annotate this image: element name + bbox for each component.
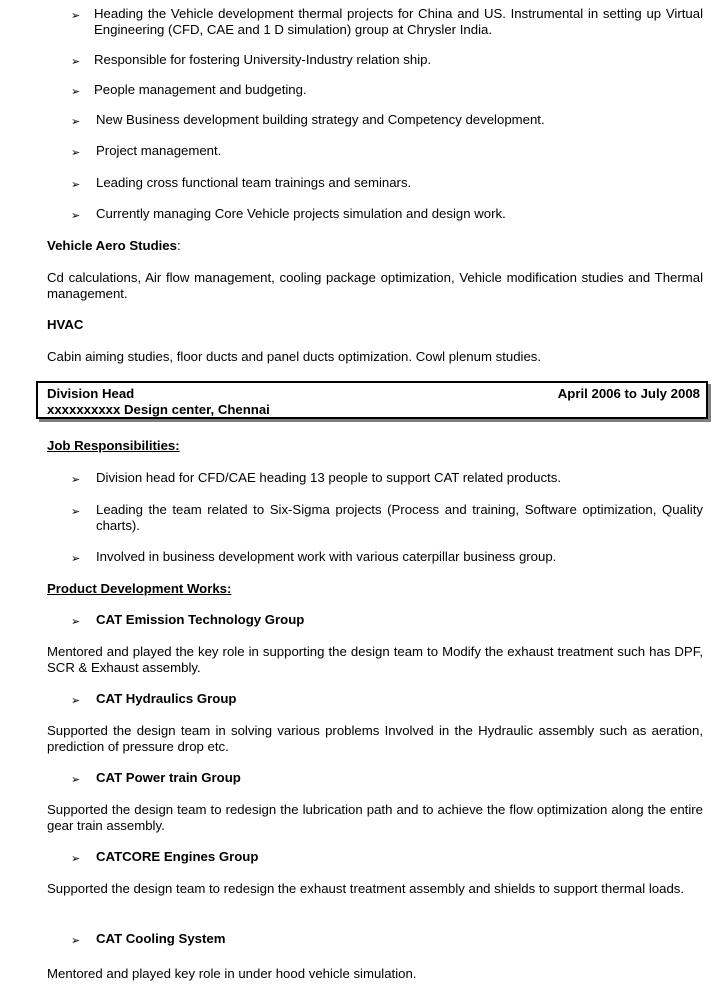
bullet-arrow-icon: ➢ [71, 774, 81, 786]
aero-text: Cd calculations, Air flow management, cooling package optimization, Vehicle modification studies and Thermal management. [47, 270, 703, 301]
position-title: Division Head [47, 386, 135, 401]
list-item: Leading the team related to Six-Sigma projects (Process and training, Software optimization, Quality charts). [96, 502, 703, 533]
list-item: Currently managing Core Vehicle projects simulation and design work. [96, 206, 506, 221]
group-text: Supported the design team to redesign the lubrication path and to achieve the flow optimization along the entire gear train assembly. [47, 802, 703, 833]
bullet-arrow-icon: ➢ [71, 553, 81, 565]
hvac-text: Cabin aiming studies, floor ducts and panel ducts optimization. Cowl plenum studies. [47, 349, 542, 364]
group-name: CAT Emission Technology Group [96, 612, 305, 627]
aero-heading-colon: : [176, 238, 181, 253]
aero-heading-line [47, 238, 181, 254]
bullet-arrow-icon: ➢ [71, 179, 81, 191]
position-company: xxxxxxxxxx Design center, Chennai [47, 402, 270, 417]
bullet-arrow-icon: ➢ [71, 935, 81, 947]
list-item: Heading the Vehicle development thermal projects for China and US. Instrumental in setting up Virtual Engineering (CFD, CAE and 1 D simulation) group at Chrysler India. [94, 6, 703, 37]
group-text: Supported the design team to redesign the exhaust treatment assembly and shields to support thermal loads. [47, 881, 685, 896]
bullet-arrow-icon: ➢ [71, 616, 81, 628]
list-item: People management and budgeting. [94, 82, 307, 97]
bullet-arrow-icon: ➢ [71, 210, 81, 222]
list-item: Involved in business development work with various caterpillar business group. [96, 549, 557, 564]
list-item: Responsible for fostering University-Industry relation ship. [94, 52, 432, 67]
list-item: Leading cross functional team trainings and seminars. [96, 175, 412, 190]
bullet-arrow-icon: ➢ [71, 56, 81, 68]
position-header-box [36, 381, 708, 419]
list-item: Project management. [96, 143, 222, 158]
group-text: Supported the design team in solving various problems Involved in the Hydraulic assembly such as aeration, prediction of pressure drop etc. [47, 723, 703, 754]
product-development-heading: Product Development Works: [47, 581, 232, 596]
group-name: CAT Cooling System [96, 931, 226, 946]
bullet-arrow-icon: ➢ [71, 853, 81, 865]
group-name: CATCORE Engines Group [96, 849, 259, 864]
job-responsibilities-heading: Job Responsibilities: [47, 438, 180, 453]
bullet-arrow-icon: ➢ [71, 86, 81, 98]
aero-heading: Vehicle Aero Studies [47, 238, 177, 253]
bullet-arrow-icon: ➢ [71, 116, 81, 128]
group-name: CAT Power train Group [96, 770, 241, 785]
bullet-arrow-icon: ➢ [71, 695, 81, 707]
group-text: Mentored and played key role in under hood vehicle simulation. [47, 966, 417, 981]
bullet-arrow-icon: ➢ [71, 474, 81, 486]
bullet-arrow-icon: ➢ [71, 506, 81, 518]
group-text: Mentored and played the key role in supporting the design team to Modify the exhaust treatment such has DPF, SCR & Exhaust assembly. [47, 644, 703, 675]
position-dates: April 2006 to July 2008 [557, 386, 700, 401]
list-item: Division head for CFD/CAE heading 13 people to support CAT related products. [96, 470, 561, 485]
group-name: CAT Hydraulics Group [96, 691, 237, 706]
list-item: New Business development building strategy and Competency development. [96, 112, 545, 127]
hvac-heading: HVAC [47, 317, 84, 332]
bullet-arrow-icon: ➢ [71, 10, 81, 22]
bullet-arrow-icon: ➢ [71, 147, 81, 159]
